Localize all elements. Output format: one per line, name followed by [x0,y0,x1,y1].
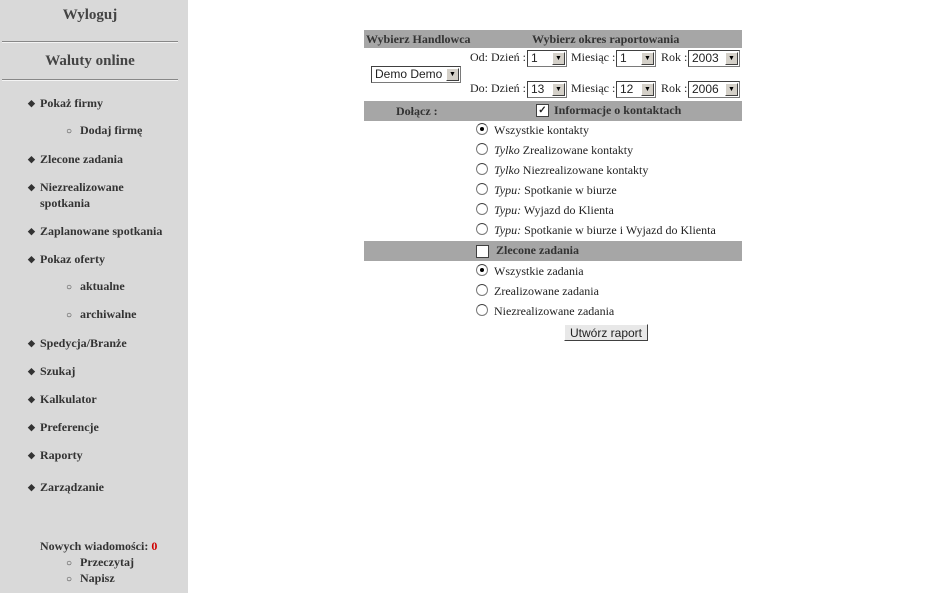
option-prefix: Typu: [494,203,522,217]
nav-item-reports[interactable] [28,447,83,463]
diamond-bullet-icon: ◆ [28,422,35,432]
attach-bar [364,101,742,121]
radio-button[interactable] [476,123,488,135]
nav-item-unrealized-meetings[interactable] [28,179,150,211]
nav-item-planned-meetings[interactable] [28,223,162,239]
radio-button[interactable] [476,284,488,296]
diamond-bullet-icon: ◆ [28,394,35,404]
create-report-button[interactable]: Utwórz raport [564,324,648,341]
diamond-bullet-icon: ◆ [28,226,35,236]
nav-item-label: Kalkulator [40,392,97,406]
tasks-checkbox[interactable] [476,245,489,258]
nav-subitem-add-company[interactable] [66,123,142,138]
task-option[interactable] [476,264,584,279]
to-year-select[interactable] [688,81,740,98]
header-bar [364,30,742,48]
nav-item-label: Zaplanowane spotkania [40,224,163,238]
chevron-down-icon: ▼ [446,68,459,81]
from-day-label: Od: Dzień : [470,50,526,64]
salesman-select-value: Demo Demo [375,67,443,81]
nav-item-label: Niezrealizowane spotkania [40,180,124,210]
nav-item-search[interactable] [28,363,75,379]
contact-option[interactable] [476,163,648,178]
salesman-header: Wybierz Handlowca [366,32,471,46]
logout-link[interactable]: Wyloguj [62,7,118,23]
radio-button[interactable] [476,304,488,316]
diamond-bullet-icon: ◆ [28,450,35,460]
contact-option[interactable] [476,223,716,238]
circle-bullet-icon: ○ [66,574,73,585]
chevron-down-icon: ▼ [641,83,654,96]
messages-write-link[interactable] [66,571,115,586]
chevron-down-icon: ▼ [641,52,654,65]
option-label: Zrealizowane kontakty [519,143,634,157]
tasks-bar [364,241,742,261]
option-label: Wszystkie kontakty [494,123,589,137]
radio-button[interactable] [476,223,488,235]
chevron-down-icon: ▼ [725,52,738,65]
salesman-select[interactable] [371,66,461,83]
to-month-label: Miesiąc : [571,81,616,95]
currency-link[interactable]: Waluty online [45,53,135,69]
contact-option[interactable] [476,143,633,158]
contacts-checkbox-label: Informacje o kontaktach [554,103,682,117]
from-year-select[interactable] [688,50,740,67]
to-day-value: 13 [531,82,545,96]
nav-item-shipping[interactable] [28,335,127,351]
nav-item-label: Spedycja/Branże [40,336,127,350]
option-label: Wszystkie zadania [494,264,584,278]
diamond-bullet-icon: ◆ [28,254,35,264]
attach-label: Dołącz : [396,104,438,118]
from-month-value: 1 [620,51,627,65]
nav-item-label: Pokaż firmy [40,96,103,110]
nav-item-label: Raporty [40,448,83,462]
task-option[interactable] [476,284,599,299]
from-day-value: 1 [531,51,538,65]
radio-button[interactable] [476,264,488,276]
contact-option[interactable] [476,183,617,198]
option-label: Spotkanie w biurze [521,183,617,197]
to-month-value: 12 [620,82,634,96]
nav-subitem-current[interactable] [66,279,125,294]
circle-bullet-icon: ○ [66,558,73,569]
nav-item-calculator[interactable] [28,391,97,407]
radio-button[interactable] [476,203,488,215]
option-label: Wyjazd do Klienta [521,203,614,217]
from-day-select[interactable] [527,50,567,67]
radio-button[interactable] [476,183,488,195]
chevron-down-icon: ▼ [725,83,738,96]
chevron-down-icon: ▼ [552,52,565,65]
messages-write-label: Napisz [80,571,115,585]
radio-button[interactable] [476,163,488,175]
messages-label: Nowych wiadomości: [40,539,149,553]
contact-option[interactable] [476,203,614,218]
nav-item-label: Szukaj [40,364,76,378]
to-year-value: 2006 [692,82,719,96]
nav-subitem-label: archiwalne [80,307,137,321]
diamond-bullet-icon: ◆ [28,182,35,192]
option-label: Spotkanie w biurze i Wyjazd do Klienta [521,223,716,237]
to-year-label: Rok : [661,81,688,95]
nav-subitem-archive[interactable] [66,307,136,322]
nav-item-management[interactable] [28,479,104,495]
diamond-bullet-icon: ◆ [28,154,35,164]
nav-item-label: Zarządzanie [40,480,104,494]
option-label: Niezrealizowane kontakty [519,163,649,177]
from-month-label: Miesiąc : [571,50,616,64]
diamond-bullet-icon: ◆ [28,482,35,492]
option-prefix: Tylko [494,143,520,157]
messages-read-link[interactable] [66,555,134,570]
option-prefix: Typu: [494,223,522,237]
option-prefix: Tylko [494,163,520,177]
to-month-select[interactable] [616,81,656,98]
messages-count: 0 [151,539,158,553]
task-option[interactable] [476,304,614,319]
from-month-select[interactable] [616,50,656,67]
chevron-down-icon: ▼ [552,83,565,96]
sidebar [0,0,188,593]
nav-item-companies[interactable] [28,95,103,111]
sidebar-divider [2,79,178,81]
nav-item-offers[interactable] [28,251,105,267]
to-day-label: Do: Dzień : [470,81,526,95]
nav-item-label: Preferencje [40,420,99,434]
nav-subitem-label: Dodaj firmę [80,123,143,137]
messages-block [40,539,157,554]
messages-read-label: Przeczytaj [80,555,134,569]
from-year-label: Rok : [661,50,688,64]
circle-bullet-icon: ○ [66,126,73,137]
option-label: Zrealizowane zadania [494,284,599,298]
sidebar-divider [2,41,178,43]
nav-item-label: Pokaz oferty [40,252,105,266]
diamond-bullet-icon: ◆ [28,366,35,376]
period-header: Wybierz okres raportowania [532,32,680,46]
diamond-bullet-icon: ◆ [28,338,35,348]
radio-button[interactable] [476,143,488,155]
diamond-bullet-icon: ◆ [28,98,35,108]
nav-subitem-label: aktualne [80,279,125,293]
contact-option[interactable] [476,123,589,138]
nav-item-label: Zlecone zadania [40,152,123,166]
from-year-value: 2003 [692,51,719,65]
option-label: Niezrealizowane zadania [494,304,615,318]
tasks-checkbox-label: Zlecone zadania [496,243,579,257]
circle-bullet-icon: ○ [66,310,73,321]
circle-bullet-icon: ○ [66,282,73,293]
contacts-checkbox[interactable]: ✓ [536,104,549,117]
option-prefix: Typu: [494,183,522,197]
to-day-select[interactable] [527,81,567,98]
nav-item-preferences[interactable] [28,419,99,435]
nav-item-tasks[interactable] [28,151,123,167]
